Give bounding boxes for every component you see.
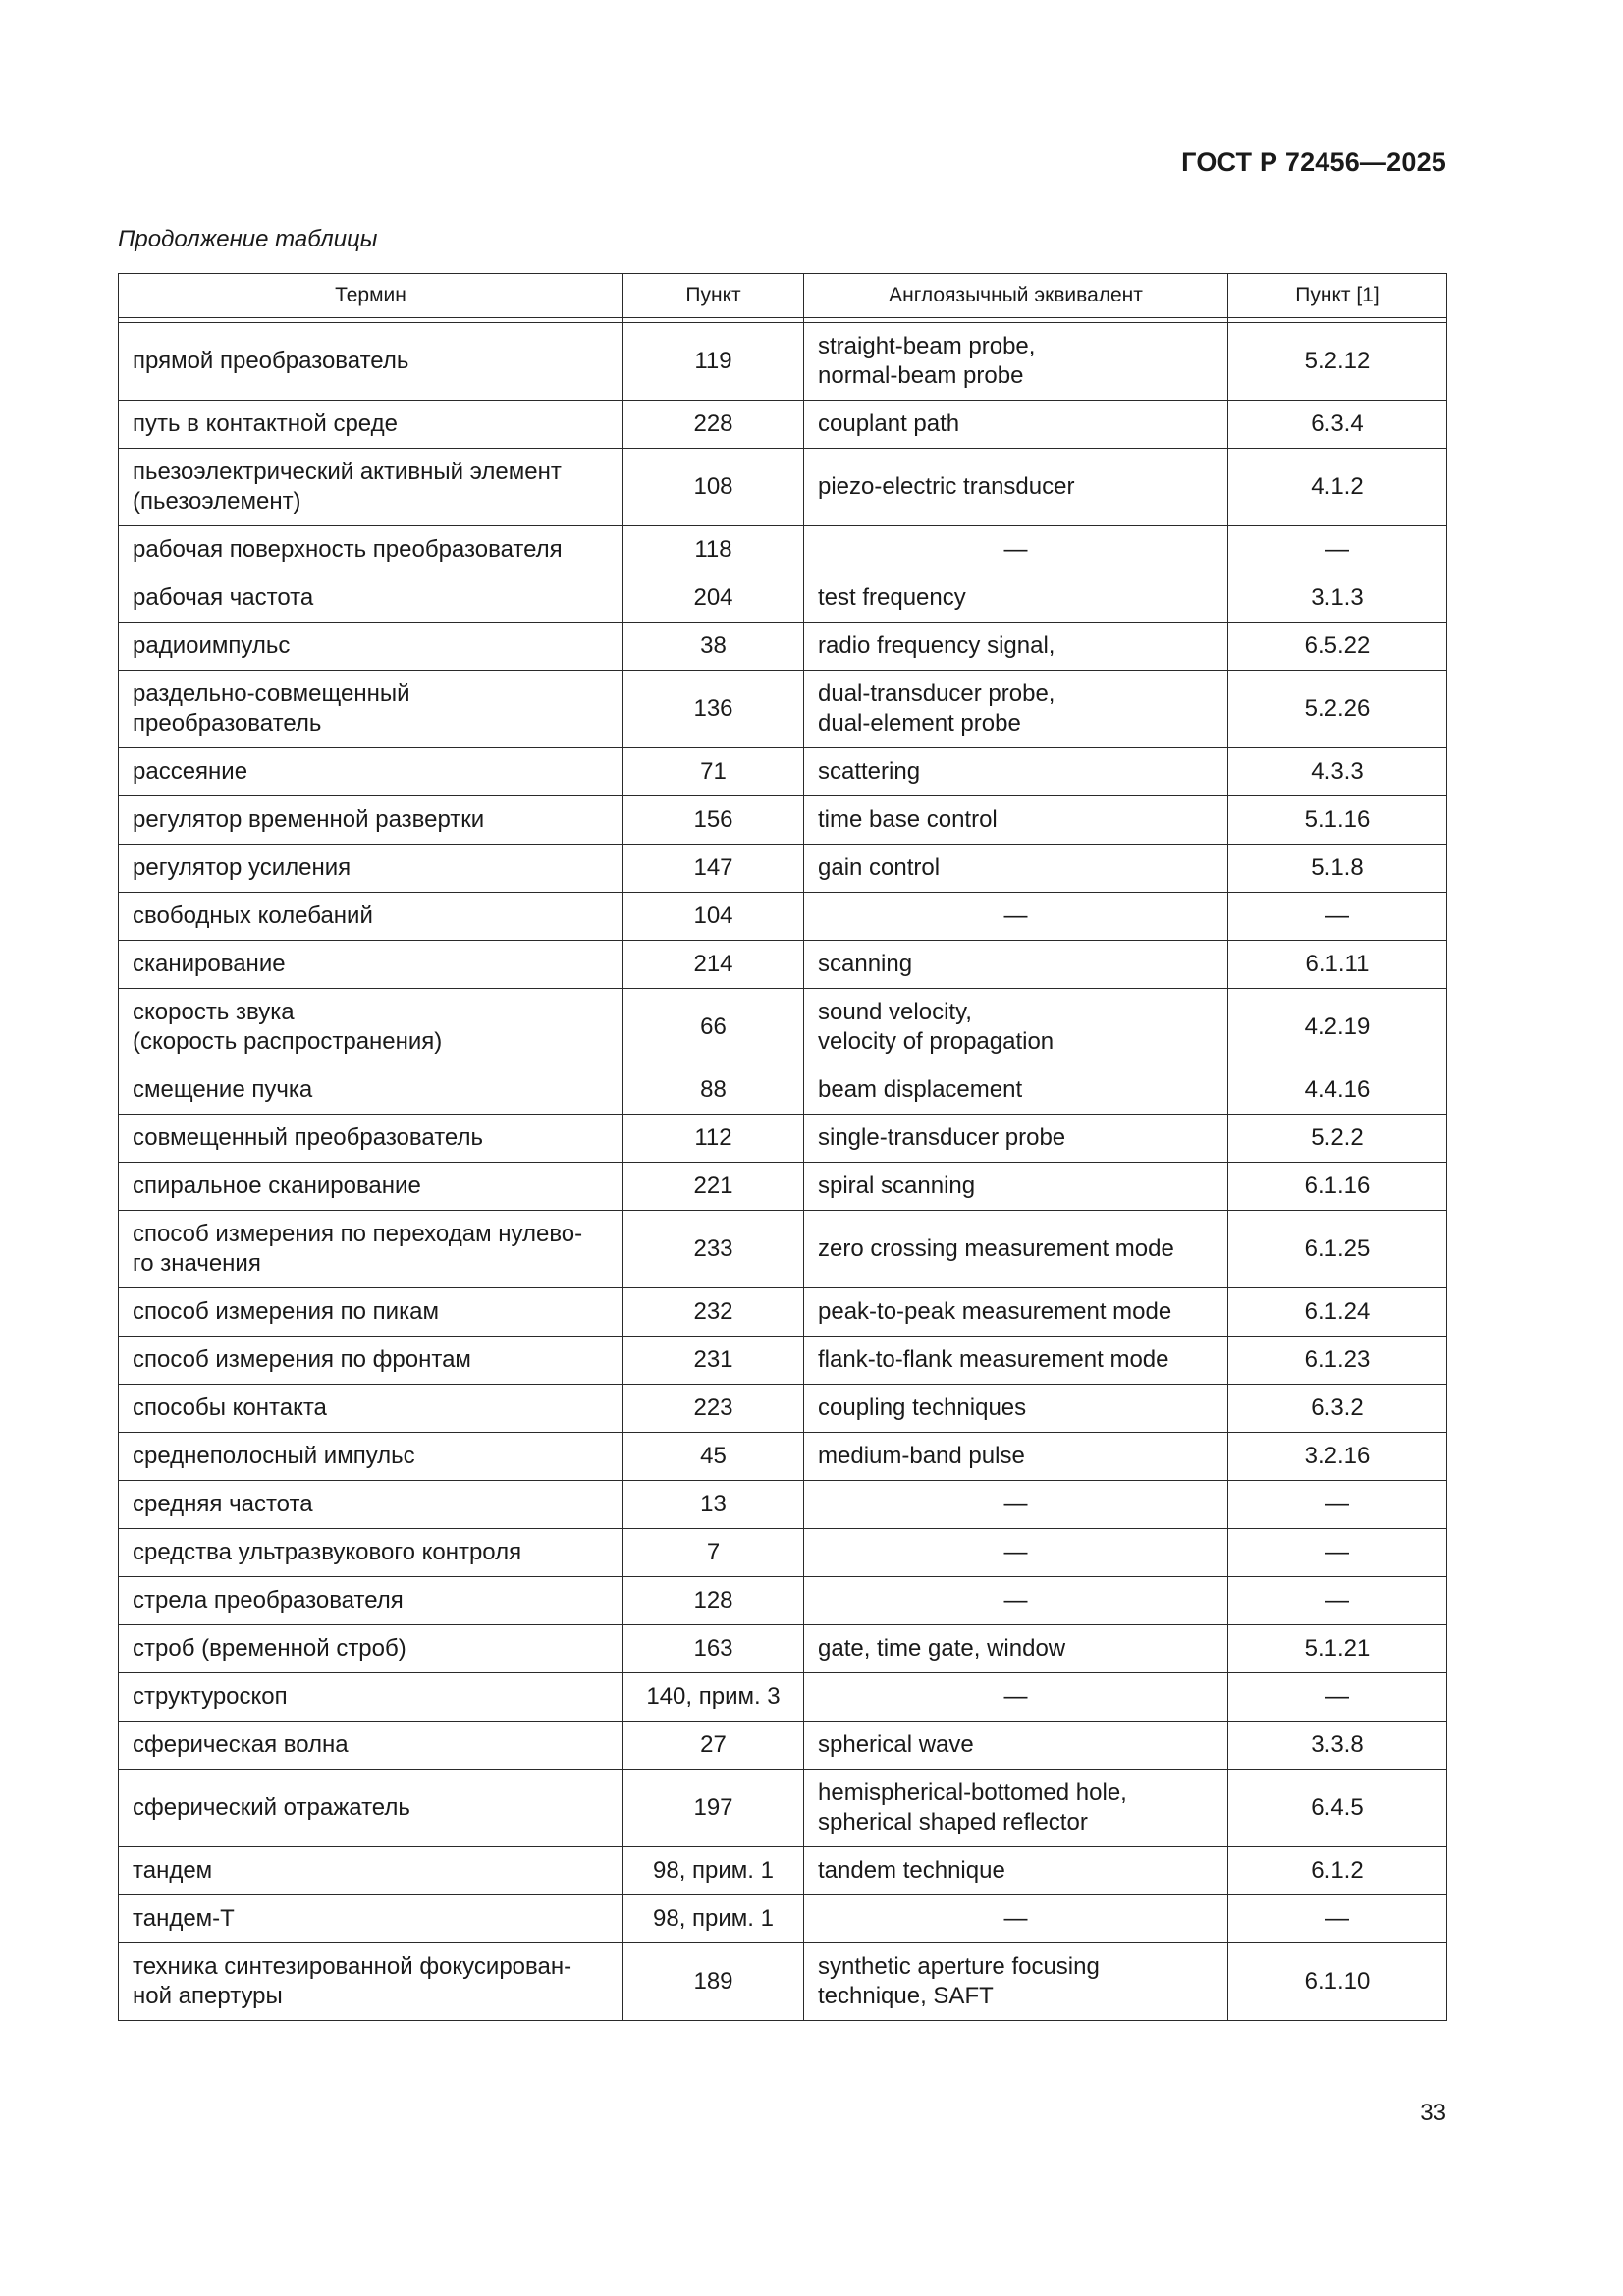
english-cell-line: medium-band pulse	[818, 1443, 1025, 1469]
clause-cell: 13	[623, 1481, 804, 1529]
clause-cell: 38	[623, 623, 804, 671]
english-cell	[804, 401, 1228, 449]
table-row	[119, 1722, 1447, 1770]
term-cell	[119, 1481, 623, 1529]
english-cell-line: single-transducer probe	[818, 1124, 1066, 1151]
english-cell-line: normal-beam probe	[818, 362, 1024, 389]
term-cell-line: способ измерения по переходам нулево-	[133, 1221, 583, 1247]
reference-cell: 6.1.23	[1228, 1337, 1447, 1385]
clause-cell: 197	[623, 1770, 804, 1847]
term-cell-line: рабочая частота	[133, 584, 314, 611]
table-row	[119, 1943, 1447, 2021]
clause-cell: 66	[623, 989, 804, 1066]
reference-cell: 6.3.4	[1228, 401, 1447, 449]
reference-cell: 3.2.16	[1228, 1433, 1447, 1481]
reference-cell: 6.5.22	[1228, 623, 1447, 671]
column-header-term: Термин	[119, 274, 623, 318]
english-cell	[804, 1066, 1228, 1115]
reference-cell: 3.3.8	[1228, 1722, 1447, 1770]
clause-cell: 140, прим. 3	[623, 1673, 804, 1722]
table-row	[119, 401, 1447, 449]
table-row	[119, 1337, 1447, 1385]
english-cell-line: test frequency	[818, 584, 966, 611]
english-cell-line: straight-beam probe,	[818, 333, 1036, 359]
term-cell	[119, 845, 623, 893]
english-cell-line: zero crossing measurement mode	[818, 1235, 1174, 1262]
term-cell-line: спиральное сканирование	[133, 1173, 421, 1199]
reference-cell: 6.1.2	[1228, 1847, 1447, 1895]
term-cell-line: структуроскоп	[133, 1683, 288, 1710]
term-cell-line: преобразователь	[133, 710, 322, 737]
term-cell-line: регулятор усиления	[133, 854, 352, 881]
term-cell-line: стрела преобразователя	[133, 1587, 404, 1613]
clause-cell: 231	[623, 1337, 804, 1385]
english-cell-line: synthetic aperture focusing	[818, 1953, 1100, 1980]
clause-cell: 128	[623, 1577, 804, 1625]
reference-cell: —	[1228, 1895, 1447, 1943]
english-cell-line: peak-to-peak measurement mode	[818, 1298, 1172, 1325]
term-cell	[119, 1163, 623, 1211]
reference-cell: 5.2.12	[1228, 323, 1447, 401]
term-cell-line: тандем	[133, 1857, 213, 1884]
reference-cell: 5.2.26	[1228, 671, 1447, 748]
clause-cell: 7	[623, 1529, 804, 1577]
table-header-row	[119, 274, 1447, 318]
table-row	[119, 748, 1447, 796]
clause-cell: 221	[623, 1163, 804, 1211]
term-cell-line: строб (временной строб)	[133, 1635, 406, 1662]
table-row	[119, 1529, 1447, 1577]
term-cell-line: (пьезоэлемент)	[133, 488, 301, 515]
english-cell-line: sound velocity,	[818, 999, 972, 1025]
table-row	[119, 526, 1447, 574]
english-cell	[804, 1433, 1228, 1481]
english-cell-line: —	[1003, 1905, 1028, 1932]
english-cell-line: velocity of propagation	[818, 1028, 1055, 1055]
reference-cell: 5.2.2	[1228, 1115, 1447, 1163]
english-cell	[804, 323, 1228, 401]
english-cell-line: scattering	[818, 758, 921, 785]
table-row	[119, 1433, 1447, 1481]
english-cell	[804, 941, 1228, 989]
table-row	[119, 1481, 1447, 1529]
english-cell	[804, 1529, 1228, 1577]
term-cell-line: (скорость распространения)	[133, 1028, 443, 1055]
table-row	[119, 1211, 1447, 1288]
clause-cell: 223	[623, 1385, 804, 1433]
term-cell	[119, 1066, 623, 1115]
clause-cell: 27	[623, 1722, 804, 1770]
english-cell-line: —	[1003, 536, 1028, 563]
term-cell	[119, 1385, 623, 1433]
term-cell	[119, 941, 623, 989]
english-cell-line: scanning	[818, 951, 913, 977]
english-cell	[804, 1115, 1228, 1163]
english-cell	[804, 1481, 1228, 1529]
term-cell	[119, 1211, 623, 1288]
reference-cell: —	[1228, 1673, 1447, 1722]
clause-cell: 163	[623, 1625, 804, 1673]
english-cell-line: couplant path	[818, 410, 960, 437]
term-cell-line: го значения	[133, 1250, 261, 1277]
english-cell-line: spherical wave	[818, 1731, 974, 1758]
term-cell-line: техника синтезированной фокусирован-	[133, 1953, 572, 1980]
clause-cell: 214	[623, 941, 804, 989]
term-cell	[119, 1288, 623, 1337]
english-cell-line: dual-element probe	[818, 710, 1021, 737]
term-cell	[119, 1673, 623, 1722]
reference-cell: 4.1.2	[1228, 449, 1447, 526]
reference-cell: 6.1.11	[1228, 941, 1447, 989]
term-cell-line: радиоимпульс	[133, 632, 291, 659]
clause-cell: 233	[623, 1211, 804, 1288]
english-cell	[804, 893, 1228, 941]
clause-cell: 156	[623, 796, 804, 845]
term-cell-line: сферическая волна	[133, 1731, 349, 1758]
term-cell-line: раздельно-совмещенный	[133, 681, 410, 707]
english-cell-line: beam displacement	[818, 1076, 1023, 1103]
table-row	[119, 893, 1447, 941]
english-cell	[804, 623, 1228, 671]
reference-cell: 6.3.2	[1228, 1385, 1447, 1433]
english-cell	[804, 1288, 1228, 1337]
term-cell-line: регулятор временной развертки	[133, 806, 485, 833]
clause-cell: 119	[623, 323, 804, 401]
table-row	[119, 796, 1447, 845]
term-cell	[119, 1337, 623, 1385]
term-cell	[119, 1433, 623, 1481]
english-cell	[804, 671, 1228, 748]
table-row	[119, 1847, 1447, 1895]
term-cell-line: рассеяние	[133, 758, 248, 785]
english-cell	[804, 1847, 1228, 1895]
term-cell	[119, 748, 623, 796]
english-cell-line: —	[1003, 902, 1028, 929]
english-cell	[804, 1943, 1228, 2021]
reference-cell: 6.4.5	[1228, 1770, 1447, 1847]
clause-cell: 147	[623, 845, 804, 893]
table-row	[119, 1673, 1447, 1722]
english-cell	[804, 845, 1228, 893]
terms-table	[118, 273, 1447, 2021]
standard-id: ГОСТ Р 72456—2025	[1181, 147, 1446, 177]
reference-cell: 4.3.3	[1228, 748, 1447, 796]
term-cell-line: ной апертуры	[133, 1983, 283, 2009]
clause-cell: 98, прим. 1	[623, 1895, 804, 1943]
english-cell	[804, 1385, 1228, 1433]
table-row	[119, 989, 1447, 1066]
table-row	[119, 1163, 1447, 1211]
english-cell	[804, 989, 1228, 1066]
column-header-clause: Пункт	[623, 274, 804, 318]
english-cell-line: gate, time gate, window	[818, 1635, 1066, 1662]
reference-cell: —	[1228, 1529, 1447, 1577]
clause-cell: 108	[623, 449, 804, 526]
term-cell	[119, 1115, 623, 1163]
term-cell-line: смещение пучка	[133, 1076, 313, 1103]
english-cell-line: tandem technique	[818, 1857, 1005, 1884]
term-cell-line: совмещенный преобразователь	[133, 1124, 483, 1151]
reference-cell: 5.1.8	[1228, 845, 1447, 893]
term-cell	[119, 623, 623, 671]
table-row	[119, 623, 1447, 671]
english-cell	[804, 748, 1228, 796]
english-cell	[804, 1895, 1228, 1943]
term-cell-line: средняя частота	[133, 1491, 313, 1517]
table-row	[119, 1385, 1447, 1433]
english-cell-line: piezo-electric transducer	[818, 473, 1075, 500]
clause-cell: 98, прим. 1	[623, 1847, 804, 1895]
english-cell-line: spherical shaped reflector	[818, 1809, 1088, 1835]
term-cell	[119, 1722, 623, 1770]
reference-cell: 4.2.19	[1228, 989, 1447, 1066]
page-number: 33	[1420, 2100, 1446, 2126]
reference-cell: 5.1.21	[1228, 1625, 1447, 1673]
english-cell	[804, 574, 1228, 623]
clause-cell: 232	[623, 1288, 804, 1337]
clause-cell: 45	[623, 1433, 804, 1481]
term-cell	[119, 449, 623, 526]
reference-cell: 6.1.16	[1228, 1163, 1447, 1211]
english-cell	[804, 1577, 1228, 1625]
table-row	[119, 845, 1447, 893]
table-row	[119, 1895, 1447, 1943]
term-cell-line: пьезоэлектрический активный элемент	[133, 459, 562, 485]
term-cell-line: путь в контактной среде	[133, 410, 398, 437]
reference-cell: 6.1.25	[1228, 1211, 1447, 1288]
clause-cell: 228	[623, 401, 804, 449]
english-cell	[804, 526, 1228, 574]
term-cell	[119, 1895, 623, 1943]
clause-cell: 136	[623, 671, 804, 748]
term-cell	[119, 893, 623, 941]
term-cell	[119, 401, 623, 449]
english-cell-line: spiral scanning	[818, 1173, 976, 1199]
english-cell	[804, 449, 1228, 526]
reference-cell: 3.1.3	[1228, 574, 1447, 623]
english-cell	[804, 1625, 1228, 1673]
term-cell	[119, 1625, 623, 1673]
term-cell	[119, 1943, 623, 2021]
english-cell-line: coupling techniques	[818, 1394, 1027, 1421]
english-cell-line: dual-transducer probe,	[818, 681, 1055, 707]
table-row	[119, 671, 1447, 748]
table-row	[119, 574, 1447, 623]
term-cell	[119, 574, 623, 623]
clause-cell: 112	[623, 1115, 804, 1163]
english-cell	[804, 796, 1228, 845]
english-cell-line: hemispherical-bottomed hole,	[818, 1779, 1127, 1806]
table-row	[119, 1288, 1447, 1337]
term-cell-line: средства ультразвукового контроля	[133, 1539, 522, 1565]
reference-cell: 5.1.16	[1228, 796, 1447, 845]
reference-cell: —	[1228, 893, 1447, 941]
term-cell-line: прямой преобразователь	[133, 348, 409, 374]
term-cell	[119, 1529, 623, 1577]
english-cell-line: gain control	[818, 854, 941, 881]
english-cell-line: technique, SAFT	[818, 1983, 994, 2009]
clause-cell: 104	[623, 893, 804, 941]
english-cell	[804, 1163, 1228, 1211]
clause-cell: 88	[623, 1066, 804, 1115]
term-cell-line: способ измерения по пикам	[133, 1298, 439, 1325]
term-cell-line: свободных колебаний	[133, 902, 373, 929]
reference-cell: 4.4.16	[1228, 1066, 1447, 1115]
reference-cell: 6.1.10	[1228, 1943, 1447, 2021]
english-cell	[804, 1722, 1228, 1770]
term-cell	[119, 323, 623, 401]
reference-cell: 6.1.24	[1228, 1288, 1447, 1337]
english-cell-line: flank-to-flank measurement mode	[818, 1346, 1169, 1373]
english-cell	[804, 1770, 1228, 1847]
english-cell-line: —	[1003, 1587, 1028, 1613]
table-row	[119, 1770, 1447, 1847]
english-cell-line: radio frequency signal,	[818, 632, 1055, 659]
term-cell-line: среднеполосный импульс	[133, 1443, 415, 1469]
english-cell	[804, 1337, 1228, 1385]
table-caption: Продолжение таблицы	[118, 226, 378, 252]
table-row	[119, 1625, 1447, 1673]
term-cell	[119, 1847, 623, 1895]
reference-cell: —	[1228, 1577, 1447, 1625]
term-cell-line: способы контакта	[133, 1394, 327, 1421]
reference-cell: —	[1228, 1481, 1447, 1529]
table-body	[119, 323, 1447, 2021]
term-cell	[119, 1770, 623, 1847]
clause-cell: 118	[623, 526, 804, 574]
term-cell	[119, 526, 623, 574]
table-row	[119, 1115, 1447, 1163]
term-cell	[119, 796, 623, 845]
term-cell	[119, 1577, 623, 1625]
column-header-english: Англоязычный эквивалент	[804, 274, 1228, 318]
table-row	[119, 449, 1447, 526]
term-cell-line: сферический отражатель	[133, 1794, 410, 1821]
english-cell-line: —	[1003, 1683, 1028, 1710]
term-cell-line: способ измерения по фронтам	[133, 1346, 471, 1373]
clause-cell: 71	[623, 748, 804, 796]
term-cell-line: сканирование	[133, 951, 286, 977]
term-cell	[119, 989, 623, 1066]
english-cell-line: time base control	[818, 806, 998, 833]
english-cell-line: —	[1003, 1491, 1028, 1517]
reference-cell: —	[1228, 526, 1447, 574]
table-row	[119, 1066, 1447, 1115]
clause-cell: 189	[623, 1943, 804, 2021]
term-cell-line: рабочая поверхность преобразователя	[133, 536, 563, 563]
english-cell	[804, 1673, 1228, 1722]
table-row	[119, 323, 1447, 401]
term-cell-line: скорость звука	[133, 999, 295, 1025]
clause-cell: 204	[623, 574, 804, 623]
table-row	[119, 1577, 1447, 1625]
column-header-reference: Пункт [1]	[1228, 274, 1447, 318]
term-cell	[119, 671, 623, 748]
table-row	[119, 941, 1447, 989]
english-cell-line: —	[1003, 1539, 1028, 1565]
term-cell-line: тандем-Т	[133, 1905, 235, 1932]
english-cell	[804, 1211, 1228, 1288]
